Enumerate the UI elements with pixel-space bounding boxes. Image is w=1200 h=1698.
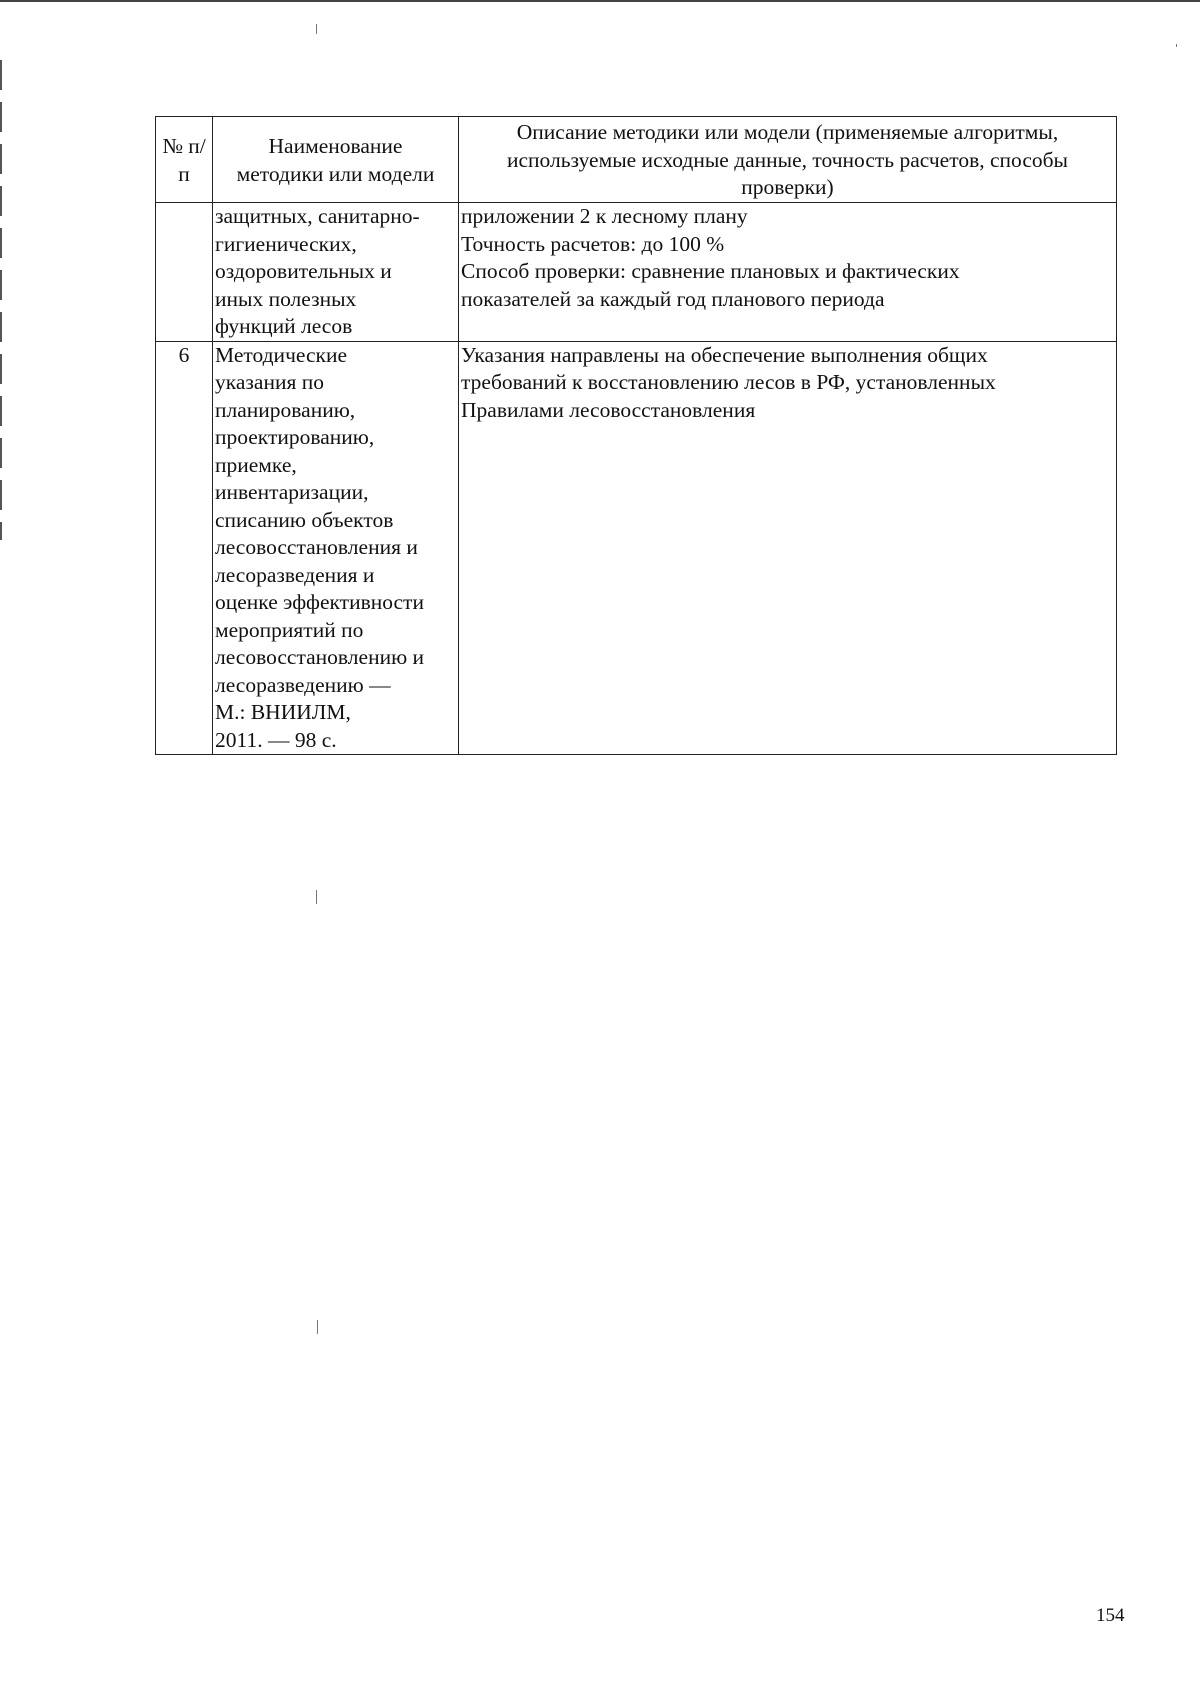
row-description: Указания направлены на обеспечение выполнения общих требований к восстановлению лесов в РФ, установленных Правилами лесовосстановления (459, 341, 1117, 755)
scan-speck (316, 24, 317, 34)
page-number: 154 (1096, 1605, 1125, 1626)
header-number: № п/ п (156, 117, 213, 203)
scan-edge-left (0, 60, 2, 540)
scan-edge-top (0, 0, 1200, 2)
table-header-row (156, 117, 1117, 203)
scan-speck (1176, 44, 1177, 47)
table-row (156, 341, 1117, 755)
scan-speck (316, 890, 317, 904)
methods-table (155, 116, 1117, 755)
header-name: Наименование методики или модели (213, 117, 459, 203)
table-row (156, 203, 1117, 342)
scan-speck (317, 1320, 318, 1334)
header-description: Описание методики или модели (применяемые алгоритмы, используемые исходные данные, точность расчетов, способы проверки) (459, 117, 1117, 203)
row-description: приложении 2 к лесному плану Точность расчетов: до 100 % Способ проверки: сравнение плановых и фактических показателей за каждый год планового периода (459, 203, 1117, 342)
row-name: Методические указания по планированию, проектированию, приемке, инвентаризации, списанию объектов лесовосстановления и лесоразведения и оценке эффективности мероприятий по лесовосстановлению и лесоразведению — М.: ВНИИЛМ, 2011. — 98 с. (213, 341, 459, 755)
row-name: защитных, санитарно- гигиенических, оздоровительных и иных полезных функций лесов (213, 203, 459, 342)
row-number (156, 203, 213, 342)
row-number: 6 (156, 341, 213, 755)
